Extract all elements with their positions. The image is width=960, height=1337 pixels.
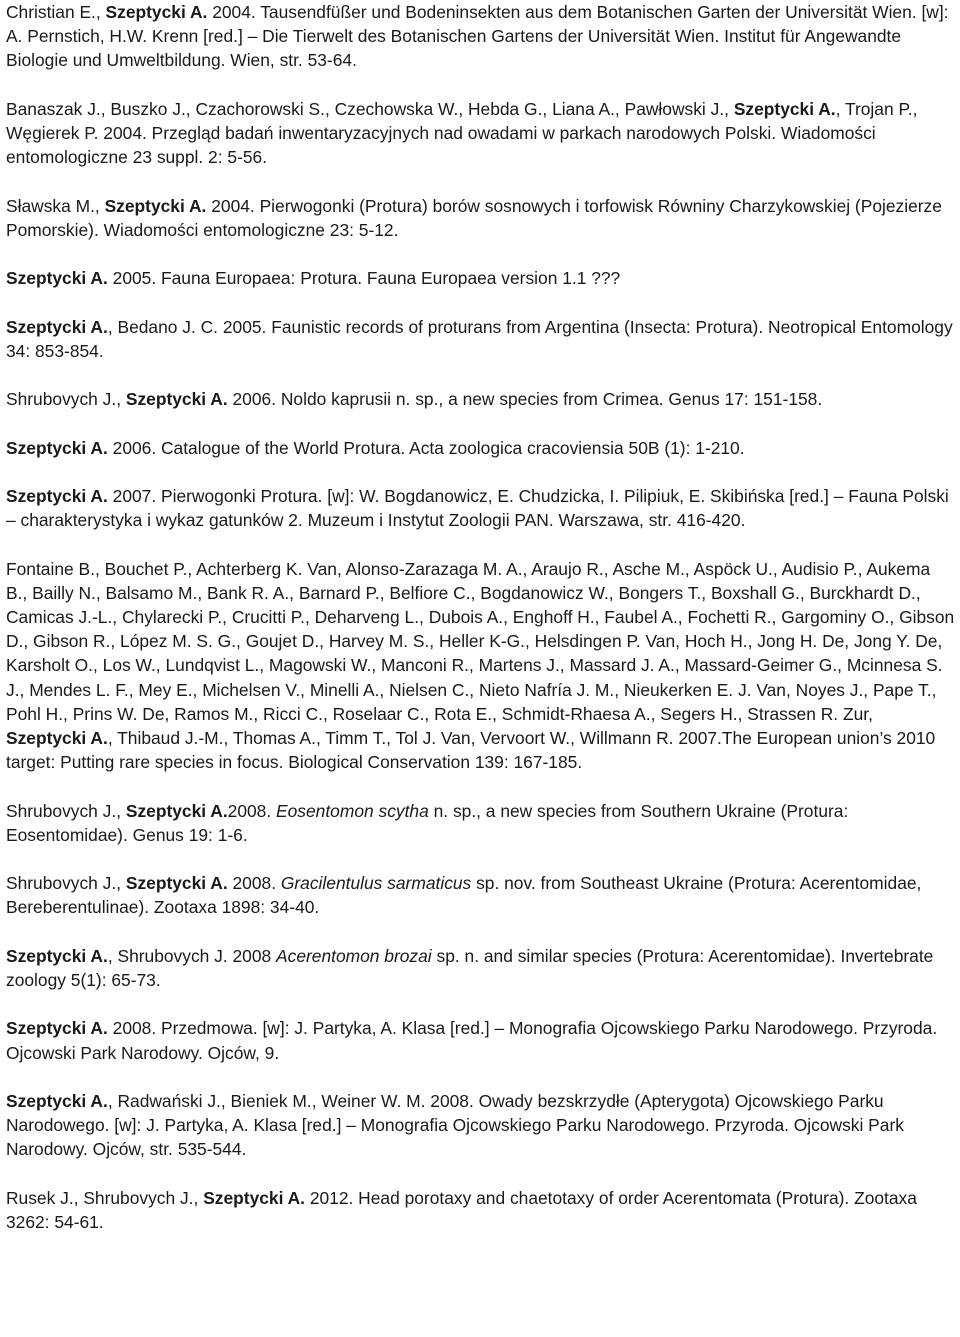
reference-entry	[6, 1186, 956, 1234]
ref-text: , Shrubovych J. 2008	[107, 945, 277, 966]
ref-author-highlight: Szeptycki A.	[733, 98, 836, 119]
ref-text: Shrubovych J.,	[6, 800, 126, 821]
ref-text: , Thibaud J.-M., Thomas A., Timm T., Tol J. Van, Vervoort W., Willmann R. 2007.The European union’s 2010 target: Putting rare species in focus. Biological Conservation 139: 167-185.	[6, 727, 936, 773]
ref-author-highlight: Szeptycki A.	[6, 316, 108, 337]
reference-entry	[6, 799, 956, 847]
reference-entry	[6, 484, 956, 532]
ref-text: Fontaine B., Bouchet P., Achterberg K. Van, Alonso-Zarazaga M. A., Araujo R., Asche M., Aspöck U., Audisio P., Aukema B., Bailly N., Balsamo M., Bank R. A., Barnard P., Belfiore C., Bogdanowicz W., Bongers T., Boxshall G., Burckhardt D., Camicas J.-L., Chylarecki P., Crucitti P., Deharveng L., Dubois A., Enghoff H., Faubel A., Fochetti R., Gargominy O., Gibson D., Gibson R., López M. S. G., Goujet D., Harvey M. S., Heller K-G., Helsdingen P. Van, Hoch H., Jong H. De, Jong Y. De, Karsholt O., Los W., Lundqvist L., Magowski W., Manconi R., Martens J., Massard J. A., Massard-Geimer G., Mcinnesa S. J., Mendes L. F., Mey E., Michelsen V., Minelli A., Nielsen C., Nieto Nafría J. M., Nieukerken E. J. Van, Noyes J., Pape T., Pohl H., Prins W. De, Ramos M., Ricci C., Roselaar C., Rota E., Schmidt-Rhaesa A., Segers H., Strassen R. Zur,	[6, 558, 955, 724]
ref-text: 2012. Head porotaxy and chaetotaxy of order Acerentomata (Protura). Zootaxa 3262: 54-61.	[6, 1187, 917, 1232]
reference-entry	[6, 436, 956, 460]
ref-author-highlight: Szeptycki A.	[125, 389, 228, 410]
ref-author-highlight: Szeptycki A.	[125, 800, 228, 821]
ref-species-name: Eosentomon scytha	[276, 800, 429, 821]
ref-author-highlight: Szeptycki A.	[203, 1187, 305, 1208]
ref-text: , Radwański J., Bieniek M., Weiner W. M. 2008. Owady bezskrzydłe (Apterygota) Ojcowskiego Parku Narodowego. [w]: J. Partyka, A. Klasa [red.] – Monografia Ojcowskiego Parku Narodowego. Przyroda. Ojcowski Park Narodowy. Ojców, str. 535-544.	[6, 1090, 904, 1160]
ref-text: 2008.	[227, 800, 277, 821]
ref-text: 2008. Przedmowa. [w]: J. Partyka, A. Klasa [red.] – Monografia Ojcowskiego Parku Narodowego. Przyroda. Ojcowski Park Narodowy. Ojców, 9.	[6, 1018, 938, 1063]
reference-entry	[6, 97, 956, 170]
reference-entry	[6, 557, 956, 775]
ref-text: Sławska M.,	[6, 195, 105, 216]
reference-entry	[6, 944, 956, 992]
ref-species-name: Gracilentulus sarmaticus	[280, 873, 472, 894]
reference-entry	[6, 315, 956, 363]
ref-author-highlight: Szeptycki A.	[6, 1090, 108, 1111]
ref-species-name: Acerentomon brozai	[276, 945, 432, 966]
reference-entry	[6, 194, 956, 242]
ref-author-highlight: Szeptycki A.	[6, 268, 108, 289]
reference-entry	[6, 1016, 956, 1064]
ref-text: Christian E.,	[6, 2, 106, 22]
ref-author-highlight: Szeptycki A.	[105, 2, 208, 22]
ref-text: Banaszak J., Buszko J., Czachorowski S., Czechowska W., Hebda G., Liana A., Pawłowski J.,	[6, 98, 734, 119]
ref-author-highlight: Szeptycki A.	[125, 873, 228, 894]
ref-text: Shrubovych J.,	[6, 873, 126, 894]
ref-text: , Trojan P., Węgierek P. 2004. Przegląd badań inwentaryzacyjnych nad owadami w parkach narodowych Polski. Wiadomości entomologiczne 23 suppl. 2: 5-56.	[6, 98, 918, 168]
ref-text: 2005. Fauna Europaea: Protura. Fauna Europaea version 1.1 ???	[107, 268, 621, 289]
ref-text: 2004. Pierwogonki (Protura) borów sosnowych i torfowisk Równiny Charzykowskiej (Pojezierze Pomorskie). Wiadomości entomologiczne 23: 5-12.	[6, 195, 942, 240]
ref-text: n. sp., a new species from Southern Ukraine (Protura: Eosentomidae). Genus 19: 1-6.	[6, 800, 849, 845]
ref-text: 2008.	[227, 873, 281, 894]
ref-author-highlight: Szeptycki A.	[104, 195, 207, 216]
ref-author-highlight: Szeptycki A.	[6, 945, 108, 966]
ref-text: sp. n. and similar species (Protura: Acerentomidae). Invertebrate zoology 5(1): 65-73.	[6, 945, 934, 990]
reference-entry	[6, 0, 956, 73]
ref-author-highlight: Szeptycki A.	[6, 727, 108, 748]
ref-text: 2007. Pierwogonki Protura. [w]: W. Bogdanowicz, E. Chudzicka, I. Pilipiuk, E. Skibińska [red.] – Fauna Polski – charakterystyka i wykaz gatunków 2. Muzeum i Instytut Zoologii PAN. Warszawa, str. 416-420.	[6, 485, 949, 531]
reference-entry	[6, 266, 956, 290]
ref-author-highlight: Szeptycki A.	[6, 1018, 108, 1039]
ref-text: sp. nov. from Southeast Ukraine (Protura: Acerentomidae, Bereberentulinae). Zootaxa 1898: 34-40.	[6, 873, 922, 918]
reference-entry	[6, 871, 956, 919]
ref-text: Rusek J., Shrubovych J.,	[6, 1187, 204, 1208]
ref-text: 2004. Tausendfüßer und Bodeninsekten aus dem Botanischen Garten der Universität Wien. [w]: A. Pernstich, H.W. Krenn [red.] – Die Tierwelt des Botanischen Gartens der Universität Wien. Institut für Angewandte Biologie und Umweltbildung. Wien, str. 53-64.	[6, 2, 949, 71]
ref-text: , Bedano J. C. 2005. Faunistic records of proturans from Argentina (Insecta: Protura). Neotropical Entomology 34: 853-854.	[6, 316, 953, 361]
ref-author-highlight: Szeptycki A.	[6, 485, 108, 506]
ref-text: Shrubovych J.,	[6, 389, 126, 410]
reference-entry	[6, 387, 956, 411]
ref-text: 2006. Noldo kaprusii n. sp., a new species from Crimea. Genus 17: 151-158.	[227, 389, 823, 410]
ref-text: 2006. Catalogue of the World Protura. Acta zoologica cracoviensia 50B (1): 1-210.	[107, 437, 745, 458]
reference-entry	[6, 1089, 956, 1162]
ref-author-highlight: Szeptycki A.	[6, 437, 108, 458]
reference-list	[6, 0, 956, 1258]
